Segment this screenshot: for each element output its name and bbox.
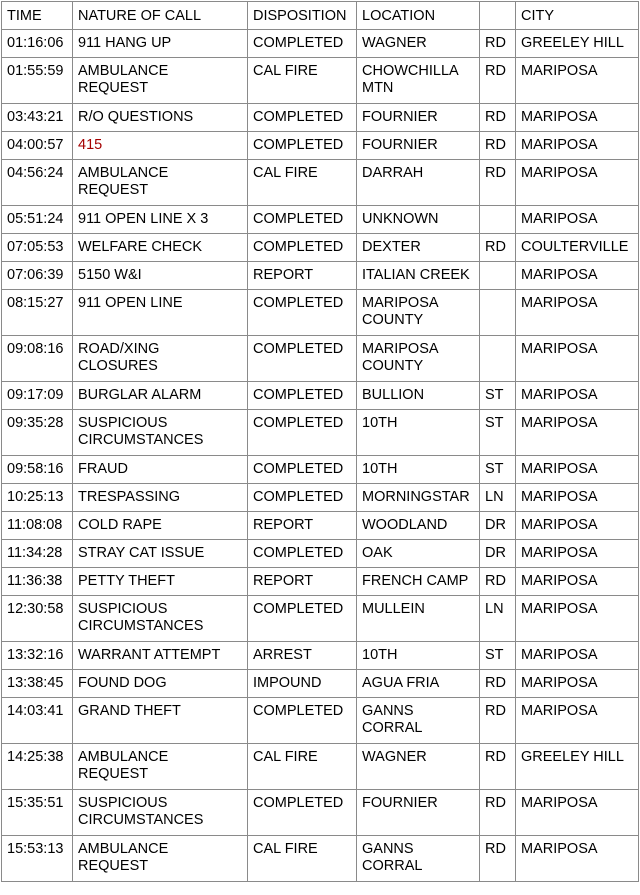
- cell-disposition: COMPLETED: [248, 132, 357, 160]
- cell-location: OAK: [357, 540, 480, 568]
- cell-time: 12:30:58: [2, 596, 73, 642]
- cell-street-suffix: RD: [480, 744, 516, 790]
- cell-time: 14:25:38: [2, 744, 73, 790]
- cell-city: MARIPOSA: [516, 456, 639, 484]
- table-row: [2, 456, 639, 484]
- cell-street-suffix: [480, 336, 516, 382]
- cell-nature-of-call: STRAY CAT ISSUE: [73, 540, 248, 568]
- cell-street-suffix: RD: [480, 790, 516, 836]
- cell-location: FOURNIER: [357, 790, 480, 836]
- table-row: [2, 836, 639, 882]
- cell-location: CHOWCHILLA MTN: [357, 58, 480, 104]
- cell-nature-of-call: 911 OPEN LINE: [73, 290, 248, 336]
- cell-location: MORNINGSTAR: [357, 484, 480, 512]
- cell-location: WAGNER: [357, 744, 480, 790]
- table-row: [2, 58, 639, 104]
- cell-time: 07:05:53: [2, 234, 73, 262]
- cell-disposition: COMPLETED: [248, 484, 357, 512]
- cell-nature-of-call: AMBULANCE REQUEST: [73, 836, 248, 882]
- cell-street-suffix: RD: [480, 132, 516, 160]
- cell-city: MARIPOSA: [516, 410, 639, 456]
- cell-nature-of-call: GRAND THEFT: [73, 698, 248, 744]
- cell-nature-of-call: FRAUD: [73, 456, 248, 484]
- cell-street-suffix: RD: [480, 234, 516, 262]
- cell-time: 09:35:28: [2, 410, 73, 456]
- cell-time: 01:16:06: [2, 30, 73, 58]
- cell-location: GANNS CORRAL: [357, 836, 480, 882]
- cell-location: AGUA FRIA: [357, 670, 480, 698]
- cell-street-suffix: RD: [480, 58, 516, 104]
- header-row: [2, 2, 639, 30]
- cell-time: 01:55:59: [2, 58, 73, 104]
- cell-location: DEXTER: [357, 234, 480, 262]
- cell-time: 09:58:16: [2, 456, 73, 484]
- cell-city: MARIPOSA: [516, 290, 639, 336]
- table-row: [2, 568, 639, 596]
- cell-nature-of-call: COLD RAPE: [73, 512, 248, 540]
- table-row: [2, 160, 639, 206]
- table-row: [2, 698, 639, 744]
- table-row: [2, 132, 639, 160]
- cell-city: MARIPOSA: [516, 512, 639, 540]
- cell-disposition: CAL FIRE: [248, 160, 357, 206]
- cell-city: GREELEY HILL: [516, 30, 639, 58]
- cell-disposition: COMPLETED: [248, 596, 357, 642]
- cell-time: 15:35:51: [2, 790, 73, 836]
- table-row: [2, 670, 639, 698]
- cell-city: MARIPOSA: [516, 160, 639, 206]
- cell-nature-of-call: AMBULANCE REQUEST: [73, 160, 248, 206]
- cell-disposition: CAL FIRE: [248, 744, 357, 790]
- cell-disposition: ARREST: [248, 642, 357, 670]
- cell-street-suffix: ST: [480, 456, 516, 484]
- header-disposition: DISPOSITION: [248, 2, 357, 30]
- cell-disposition: REPORT: [248, 512, 357, 540]
- cell-street-suffix: RD: [480, 160, 516, 206]
- cell-city: MARIPOSA: [516, 642, 639, 670]
- cell-disposition: REPORT: [248, 262, 357, 290]
- cell-city: MARIPOSA: [516, 790, 639, 836]
- cell-street-suffix: LN: [480, 484, 516, 512]
- header-location: LOCATION: [357, 2, 480, 30]
- cell-city: GREELEY HILL: [516, 744, 639, 790]
- cell-location: BULLION: [357, 382, 480, 410]
- cell-city: MARIPOSA: [516, 670, 639, 698]
- cell-nature-of-call: WARRANT ATTEMPT: [73, 642, 248, 670]
- cell-disposition: COMPLETED: [248, 456, 357, 484]
- cell-street-suffix: RD: [480, 568, 516, 596]
- cell-location: 10TH: [357, 410, 480, 456]
- cell-street-suffix: [480, 290, 516, 336]
- cell-street-suffix: RD: [480, 836, 516, 882]
- cell-street-suffix: [480, 206, 516, 234]
- header-city: CITY: [516, 2, 639, 30]
- cell-street-suffix: [480, 262, 516, 290]
- cell-location: UNKNOWN: [357, 206, 480, 234]
- cell-nature-of-call: SUSPICIOUS CIRCUMSTANCES: [73, 790, 248, 836]
- cell-time: 09:17:09: [2, 382, 73, 410]
- cell-location: WOODLAND: [357, 512, 480, 540]
- cell-city: MARIPOSA: [516, 698, 639, 744]
- call-log-table: [1, 1, 639, 882]
- cell-nature-of-call: R/O QUESTIONS: [73, 104, 248, 132]
- cell-location: WAGNER: [357, 30, 480, 58]
- cell-disposition: COMPLETED: [248, 336, 357, 382]
- cell-disposition: COMPLETED: [248, 410, 357, 456]
- cell-nature-of-call: 911 OPEN LINE X 3: [73, 206, 248, 234]
- cell-nature-of-call: FOUND DOG: [73, 670, 248, 698]
- cell-nature-of-call: SUSPICIOUS CIRCUMSTANCES: [73, 596, 248, 642]
- cell-disposition: COMPLETED: [248, 790, 357, 836]
- cell-nature-of-call: AMBULANCE REQUEST: [73, 744, 248, 790]
- cell-city: MARIPOSA: [516, 484, 639, 512]
- table-row: [2, 642, 639, 670]
- cell-location: MARIPOSA COUNTY: [357, 290, 480, 336]
- cell-city: MARIPOSA: [516, 540, 639, 568]
- cell-street-suffix: RD: [480, 670, 516, 698]
- table-row: [2, 262, 639, 290]
- cell-time: 11:08:08: [2, 512, 73, 540]
- cell-time: 11:36:38: [2, 568, 73, 596]
- cell-street-suffix: ST: [480, 410, 516, 456]
- cell-street-suffix: LN: [480, 596, 516, 642]
- table-row: [2, 410, 639, 456]
- cell-nature-of-call: WELFARE CHECK: [73, 234, 248, 262]
- cell-location: 10TH: [357, 456, 480, 484]
- cell-disposition: COMPLETED: [248, 206, 357, 234]
- cell-time: 07:06:39: [2, 262, 73, 290]
- cell-location: DARRAH: [357, 160, 480, 206]
- cell-city: MARIPOSA: [516, 568, 639, 596]
- cell-location: FRENCH CAMP: [357, 568, 480, 596]
- cell-nature-of-call: 415: [73, 132, 248, 160]
- cell-street-suffix: ST: [480, 382, 516, 410]
- cell-city: MARIPOSA: [516, 336, 639, 382]
- cell-time: 05:51:24: [2, 206, 73, 234]
- cell-time: 14:03:41: [2, 698, 73, 744]
- cell-city: MARIPOSA: [516, 382, 639, 410]
- cell-city: MARIPOSA: [516, 104, 639, 132]
- table-row: [2, 744, 639, 790]
- table-row: [2, 790, 639, 836]
- table-row: [2, 206, 639, 234]
- header-time: TIME: [2, 2, 73, 30]
- cell-nature-of-call: PETTY THEFT: [73, 568, 248, 596]
- table-row: [2, 290, 639, 336]
- cell-street-suffix: RD: [480, 30, 516, 58]
- table-row: [2, 30, 639, 58]
- cell-time: 11:34:28: [2, 540, 73, 568]
- cell-street-suffix: ST: [480, 642, 516, 670]
- cell-disposition: CAL FIRE: [248, 836, 357, 882]
- cell-city: MARIPOSA: [516, 206, 639, 234]
- table-body: [2, 30, 639, 882]
- cell-location: GANNS CORRAL: [357, 698, 480, 744]
- table-row: [2, 104, 639, 132]
- cell-location: MARIPOSA COUNTY: [357, 336, 480, 382]
- cell-street-suffix: RD: [480, 104, 516, 132]
- table-row: [2, 336, 639, 382]
- cell-time: 13:32:16: [2, 642, 73, 670]
- table-row: [2, 382, 639, 410]
- cell-disposition: CAL FIRE: [248, 58, 357, 104]
- cell-nature-of-call: TRESPASSING: [73, 484, 248, 512]
- cell-nature-of-call: AMBULANCE REQUEST: [73, 58, 248, 104]
- cell-disposition: COMPLETED: [248, 382, 357, 410]
- cell-city: MARIPOSA: [516, 58, 639, 104]
- header-nature-of-call: NATURE OF CALL: [73, 2, 248, 30]
- cell-location: FOURNIER: [357, 132, 480, 160]
- cell-city: COULTERVILLE: [516, 234, 639, 262]
- cell-nature-of-call: SUSPICIOUS CIRCUMSTANCES: [73, 410, 248, 456]
- cell-disposition: COMPLETED: [248, 290, 357, 336]
- cell-time: 03:43:21: [2, 104, 73, 132]
- cell-disposition: COMPLETED: [248, 540, 357, 568]
- cell-disposition: COMPLETED: [248, 234, 357, 262]
- cell-time: 09:08:16: [2, 336, 73, 382]
- cell-street-suffix: DR: [480, 512, 516, 540]
- cell-time: 13:38:45: [2, 670, 73, 698]
- cell-city: MARIPOSA: [516, 132, 639, 160]
- cell-location: ITALIAN CREEK: [357, 262, 480, 290]
- cell-location: 10TH: [357, 642, 480, 670]
- cell-time: 08:15:27: [2, 290, 73, 336]
- cell-location: FOURNIER: [357, 104, 480, 132]
- cell-city: MARIPOSA: [516, 262, 639, 290]
- cell-time: 04:00:57: [2, 132, 73, 160]
- cell-nature-of-call: 5150 W&I: [73, 262, 248, 290]
- cell-time: 15:53:13: [2, 836, 73, 882]
- cell-time: 04:56:24: [2, 160, 73, 206]
- table-row: [2, 234, 639, 262]
- cell-nature-of-call: 911 HANG UP: [73, 30, 248, 58]
- cell-street-suffix: DR: [480, 540, 516, 568]
- cell-disposition: COMPLETED: [248, 104, 357, 132]
- cell-nature-of-call: ROAD/XING CLOSURES: [73, 336, 248, 382]
- cell-nature-of-call: BURGLAR ALARM: [73, 382, 248, 410]
- header-suffix: [480, 2, 516, 30]
- table-row: [2, 512, 639, 540]
- cell-location: MULLEIN: [357, 596, 480, 642]
- cell-disposition: IMPOUND: [248, 670, 357, 698]
- table-row: [2, 596, 639, 642]
- cell-street-suffix: RD: [480, 698, 516, 744]
- cell-disposition: REPORT: [248, 568, 357, 596]
- table-row: [2, 540, 639, 568]
- cell-disposition: COMPLETED: [248, 30, 357, 58]
- cell-city: MARIPOSA: [516, 596, 639, 642]
- cell-time: 10:25:13: [2, 484, 73, 512]
- cell-city: MARIPOSA: [516, 836, 639, 882]
- cell-disposition: COMPLETED: [248, 698, 357, 744]
- table-row: [2, 484, 639, 512]
